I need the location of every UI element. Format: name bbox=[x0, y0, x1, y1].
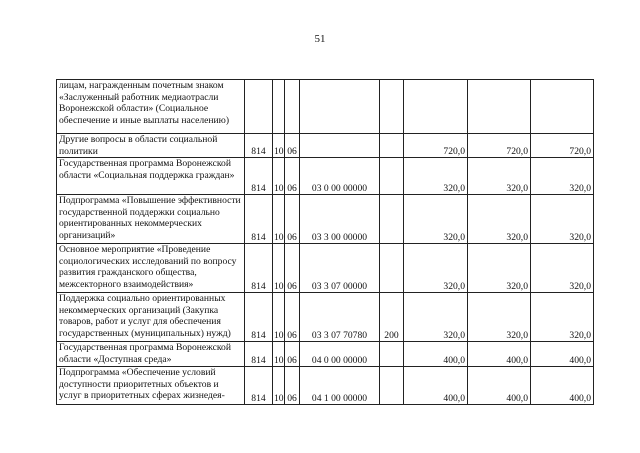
year3-cell: 400,0 bbox=[531, 367, 594, 405]
csr-cell: 03 0 00 00000 bbox=[300, 158, 380, 195]
grbs-cell: 814 bbox=[245, 195, 273, 244]
grbs-cell: 814 bbox=[245, 293, 273, 342]
grbs-cell: 814 bbox=[245, 342, 273, 367]
row-name: лицам, награжденным почетным знаком «Заслуженный работник медиаотрасли Воронежской области» (Социальное обеспечение и иные выплаты населению) bbox=[57, 80, 245, 134]
year2-cell: 320,0 bbox=[468, 195, 531, 244]
year3-cell: 320,0 bbox=[531, 293, 594, 342]
table-row bbox=[57, 244, 594, 293]
vr-cell bbox=[380, 134, 404, 158]
grbs-cell: 814 bbox=[245, 244, 273, 293]
csr-cell: 03 3 07 00000 bbox=[300, 244, 380, 293]
year2-cell: 720,0 bbox=[468, 134, 531, 158]
vr-cell bbox=[380, 244, 404, 293]
table-row bbox=[57, 80, 594, 134]
row-name: Государственная программа Воронежской области «Доступная среда» bbox=[57, 342, 245, 367]
year1-cell: 320,0 bbox=[404, 244, 468, 293]
vr-cell bbox=[380, 367, 404, 405]
pr-cell: 06 bbox=[285, 158, 300, 195]
row-name: Основное мероприятие «Проведение социологических исследований по вопросу развития гражданского общества, межсекторного взаимодействия» bbox=[57, 244, 245, 293]
table-row bbox=[57, 293, 594, 342]
year3-cell bbox=[531, 80, 594, 134]
year3-cell: 400,0 bbox=[531, 342, 594, 367]
budget-table bbox=[56, 79, 594, 405]
year1-cell: 320,0 bbox=[404, 293, 468, 342]
rz-cell: 10 bbox=[273, 195, 285, 244]
year2-cell bbox=[468, 80, 531, 134]
pr-cell: 06 bbox=[285, 293, 300, 342]
year2-cell: 320,0 bbox=[468, 158, 531, 195]
csr-cell bbox=[300, 134, 380, 158]
table-row bbox=[57, 367, 594, 405]
rz-cell: 10 bbox=[273, 293, 285, 342]
year1-cell: 720,0 bbox=[404, 134, 468, 158]
vr-cell bbox=[380, 158, 404, 195]
rz-cell: 10 bbox=[273, 367, 285, 405]
rz-cell: 10 bbox=[273, 244, 285, 293]
grbs-cell bbox=[245, 80, 273, 134]
rz-cell: 10 bbox=[273, 342, 285, 367]
pr-cell: 06 bbox=[285, 342, 300, 367]
year2-cell: 320,0 bbox=[468, 244, 531, 293]
csr-cell bbox=[300, 80, 380, 134]
year3-cell: 320,0 bbox=[531, 244, 594, 293]
table-row bbox=[57, 158, 594, 195]
pr-cell: 06 bbox=[285, 134, 300, 158]
rz-cell bbox=[273, 80, 285, 134]
vr-cell bbox=[380, 80, 404, 134]
pr-cell bbox=[285, 80, 300, 134]
vr-cell bbox=[380, 342, 404, 367]
row-name: Подпрограмма «Повышение эффективности государственной поддержки социально ориентированных некоммерческих организаций» bbox=[57, 195, 245, 244]
year1-cell: 400,0 bbox=[404, 367, 468, 405]
year3-cell: 320,0 bbox=[531, 158, 594, 195]
year1-cell: 400,0 bbox=[404, 342, 468, 367]
csr-cell: 03 3 07 70780 bbox=[300, 293, 380, 342]
year3-cell: 720,0 bbox=[531, 134, 594, 158]
year1-cell bbox=[404, 80, 468, 134]
row-name: Государственная программа Воронежской области «Социальная поддержка граждан» bbox=[57, 158, 245, 195]
grbs-cell: 814 bbox=[245, 367, 273, 405]
csr-cell: 03 3 00 00000 bbox=[300, 195, 380, 244]
year3-cell: 320,0 bbox=[531, 195, 594, 244]
row-name: Другие вопросы в области социальной политики bbox=[57, 134, 245, 158]
rz-cell: 10 bbox=[273, 134, 285, 158]
year1-cell: 320,0 bbox=[404, 195, 468, 244]
csr-cell: 04 1 00 00000 bbox=[300, 367, 380, 405]
table-row bbox=[57, 342, 594, 367]
csr-cell: 04 0 00 00000 bbox=[300, 342, 380, 367]
grbs-cell: 814 bbox=[245, 158, 273, 195]
year1-cell: 320,0 bbox=[404, 158, 468, 195]
row-name: Поддержка социально ориентированных некоммерческих организаций (Закупка товаров, работ и услуг для обеспечения государственных (муниципальных) нужд) bbox=[57, 293, 245, 342]
rz-cell: 10 bbox=[273, 158, 285, 195]
year2-cell: 400,0 bbox=[468, 342, 531, 367]
pr-cell: 06 bbox=[285, 195, 300, 244]
year2-cell: 320,0 bbox=[468, 293, 531, 342]
table-row bbox=[57, 195, 594, 244]
pr-cell: 06 bbox=[285, 244, 300, 293]
year2-cell: 400,0 bbox=[468, 367, 531, 405]
row-name: Подпрограмма «Обеспечение условий доступности приоритетных объектов и услуг в приоритетных сферах жизнедея- bbox=[57, 367, 245, 405]
grbs-cell: 814 bbox=[245, 134, 273, 158]
table-row bbox=[57, 134, 594, 158]
pr-cell: 06 bbox=[285, 367, 300, 405]
vr-cell bbox=[380, 195, 404, 244]
vr-cell: 200 bbox=[380, 293, 404, 342]
page-number: 51 bbox=[314, 33, 326, 45]
